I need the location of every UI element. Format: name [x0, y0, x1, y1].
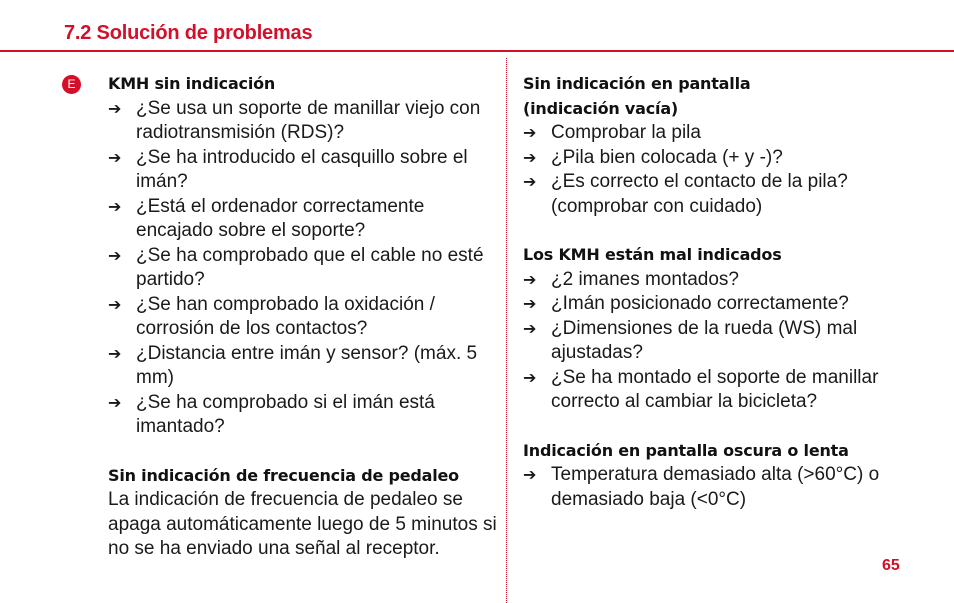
list-item-text: ¿Se ha montado el soporte de manillar correcto al cambiar la bicicleta? [551, 366, 879, 412]
list-item-text: ¿Es correcto el contacto de la pila? (comprobar con cuidado) [551, 171, 848, 217]
checklist [523, 268, 923, 415]
list-item [523, 366, 923, 415]
section-heading: Los KMH están mal indicados [523, 245, 782, 264]
list-item-text: ¿Se ha comprobado que el cable no esté partido? [136, 244, 484, 290]
arrow-icon: ➔ [108, 196, 122, 216]
list-item [108, 293, 500, 342]
arrow-icon: ➔ [523, 367, 537, 387]
list-item-text: Comprobar la pila [551, 122, 701, 143]
header-rule [0, 50, 954, 52]
arrow-icon: ➔ [523, 147, 537, 167]
arrow-icon: ➔ [108, 98, 122, 118]
list-item-text: ¿Dimensiones de la rueda (WS) mal ajustadas? [551, 317, 858, 363]
list-item-text: Temperatura demasiado alta (>60°C) o demasiado baja (<0°C) [551, 464, 880, 510]
list-item [523, 121, 923, 146]
arrow-icon: ➔ [108, 392, 122, 412]
arrow-icon: ➔ [523, 172, 537, 191]
page-number: 65 [882, 557, 900, 574]
section-no-display-screen [523, 72, 923, 219]
list-item [108, 97, 500, 146]
list-item-text: ¿Se ha introducido el casquillo sobre el imán? [136, 146, 468, 192]
list-item-text: ¿Imán posicionado correctamente? [551, 293, 849, 314]
list-item [108, 342, 500, 391]
arrow-icon: ➔ [523, 318, 537, 338]
list-item [108, 391, 500, 440]
section-title: 7.2 Solución de problemas [64, 22, 313, 44]
list-item-text: ¿2 imanes montados? [551, 268, 739, 290]
checklist [523, 463, 923, 512]
section-heading: KMH sin indicación [108, 74, 276, 93]
list-item [523, 317, 923, 366]
column-divider [506, 58, 507, 603]
list-item [523, 170, 923, 219]
section-kmh-wrong [523, 243, 923, 415]
list-item-text: ¿Distancia entre imán y sensor? (máx. 5 mm) [136, 342, 478, 388]
arrow-icon: ➔ [523, 269, 537, 289]
list-item [108, 195, 500, 244]
list-item-text: ¿Se ha comprobado si el imán está imantado? [136, 391, 435, 437]
list-item [523, 146, 923, 171]
list-item-text: ¿Pila bien colocada (+ y -)? [551, 146, 783, 168]
arrow-icon: ➔ [523, 123, 537, 142]
right-column [523, 72, 923, 536]
arrow-icon: ➔ [523, 465, 537, 484]
list-item [108, 146, 500, 195]
arrow-icon: ➔ [523, 294, 537, 313]
language-badge: E [62, 75, 81, 94]
checklist [108, 97, 500, 440]
list-item-text: ¿Se usa un soporte de manillar viejo con radiotransmisión (RDS)? [136, 97, 481, 143]
arrow-icon: ➔ [108, 245, 122, 265]
checklist [523, 121, 923, 219]
section-heading: Indicación en pantalla oscura o lenta [523, 440, 849, 460]
section-heading-line2: (indicación vacía) [523, 98, 679, 118]
section-heading: Sin indicación de frecuencia de pedaleo [108, 465, 459, 485]
section-dark-display [523, 439, 923, 513]
arrow-icon: ➔ [108, 294, 122, 314]
section-kmh-no-display [108, 72, 500, 440]
section-heading: Sin indicación en pantalla [523, 74, 751, 93]
list-item [108, 244, 500, 293]
list-item [523, 463, 923, 512]
arrow-icon: ➔ [108, 343, 122, 363]
left-column [108, 72, 500, 586]
list-item-text: ¿Se han comprobado la oxidación / corrosión de los contactos? [136, 293, 435, 339]
section-no-cadence [108, 464, 500, 562]
list-item-text: ¿Está el ordenador correctamente encajado sobre el soporte? [136, 195, 425, 241]
section-paragraph: La indicación de frecuencia de pedaleo se apaga automáticamente luego de 5 minutos si no se ha enviado una señal al receptor. [108, 489, 497, 559]
list-item [523, 268, 923, 293]
arrow-icon: ➔ [108, 147, 122, 167]
list-item [523, 292, 923, 317]
